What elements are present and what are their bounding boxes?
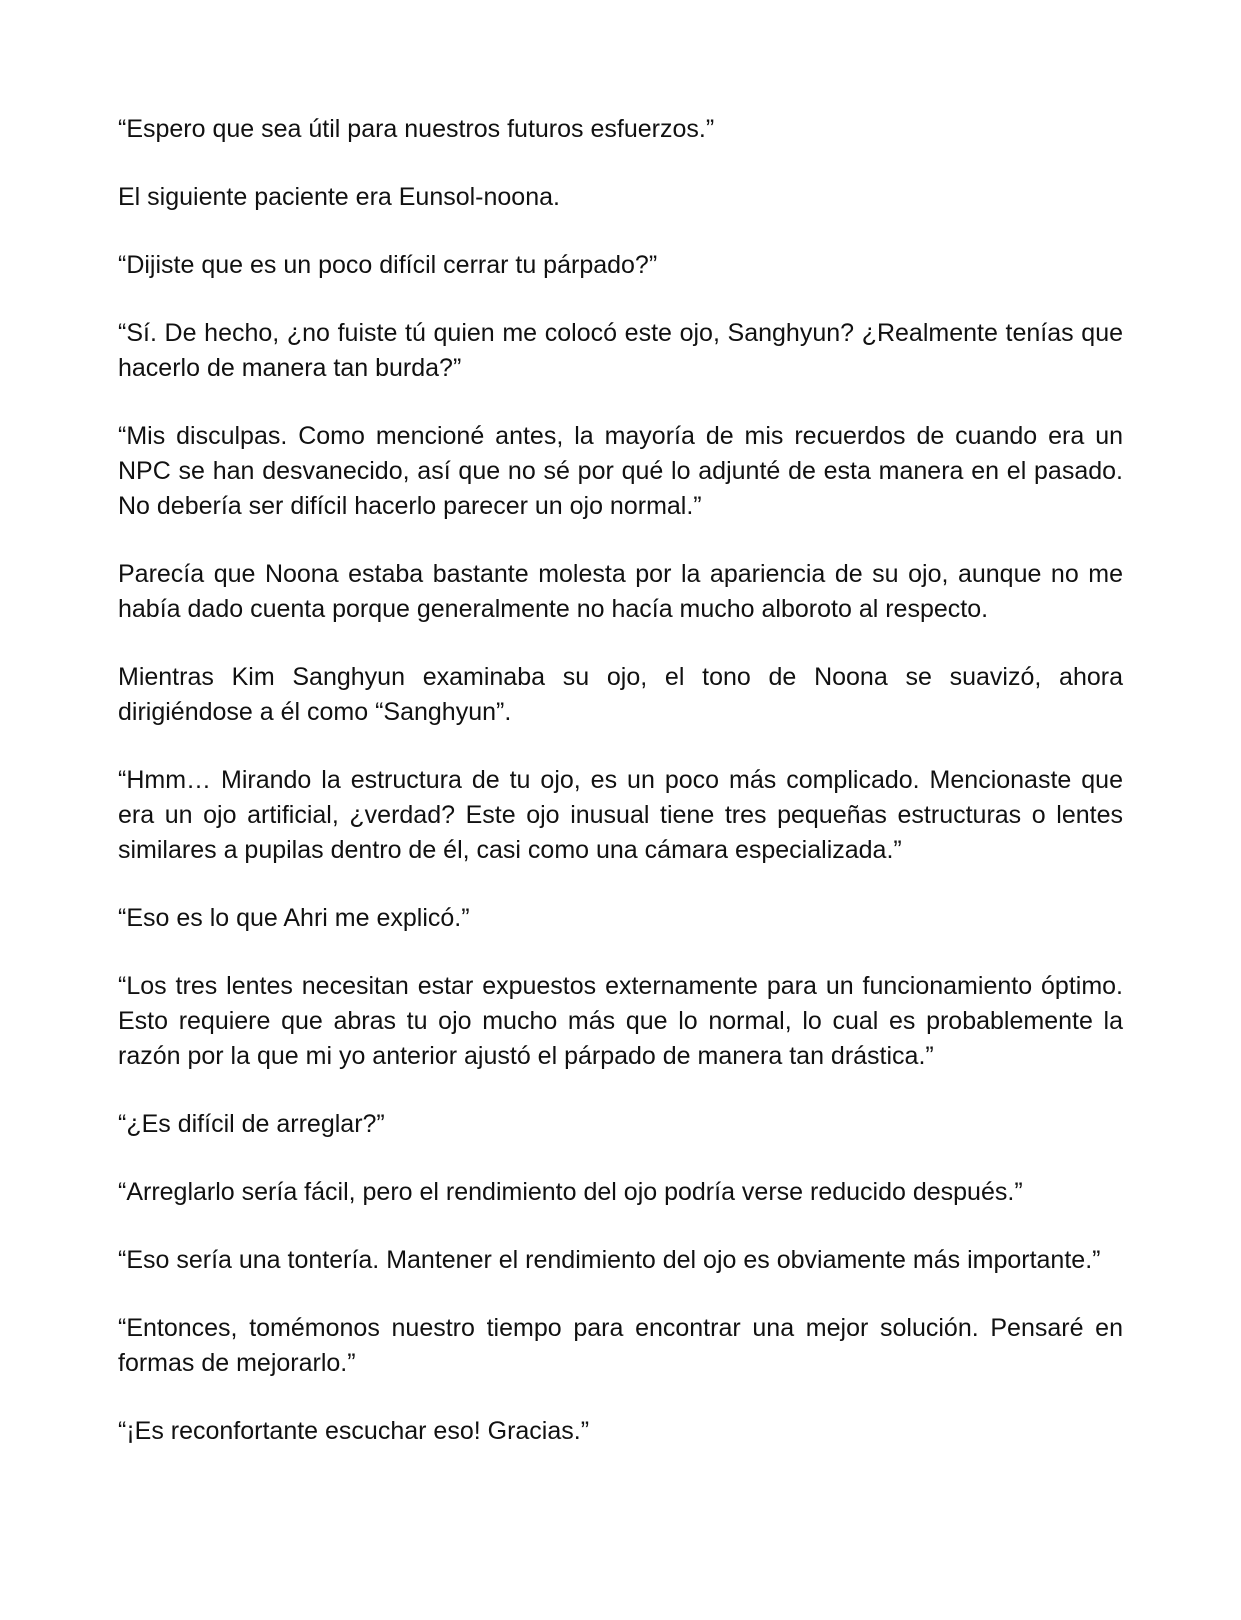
paragraph: “¡Es reconfortante escuchar eso! Gracias.”: [118, 1417, 590, 1445]
paragraph: “Espero que sea útil para nuestros futuros esfuerzos.”: [118, 115, 715, 143]
paragraph: “Dijiste que es un poco difícil cerrar tu párpado?”: [118, 251, 658, 279]
paragraph: “Eso es lo que Ahri me explicó.”: [118, 904, 470, 932]
paragraph: “¿Es difícil de arreglar?”: [118, 1110, 385, 1138]
paragraph: “Hmm… Mirando la estructura de tu ojo, es un poco más complicado. Mencionaste que era un ojo artificial, ¿verdad? Este ojo inusual tiene tres pequeñas estructuras o lentes similares a pupilas dentro de él, casi como una cámara especializada.”: [118, 766, 1123, 864]
paragraph: “Entonces, tomémonos nuestro tiempo para encontrar una mejor solución. Pensaré en formas de mejorarlo.”: [118, 1314, 1123, 1377]
paragraph: “Sí. De hecho, ¿no fuiste tú quien me colocó este ojo, Sanghyun? ¿Realmente tenías que hacerlo de manera tan burda?”: [118, 319, 1123, 382]
paragraph: El siguiente paciente era Eunsol-noona.: [118, 183, 560, 211]
paragraph: “Arreglarlo sería fácil, pero el rendimiento del ojo podría verse reducido después.”: [118, 1178, 1023, 1206]
paragraph: “Eso sería una tontería. Mantener el rendimiento del ojo es obviamente más importante.”: [118, 1246, 1101, 1274]
paragraph: “Mis disculpas. Como mencioné antes, la mayoría de mis recuerdos de cuando era un NPC se han desvanecido, así que no sé por qué lo adjunté de esta manera en el pasado. No debería ser difícil hacerlo parecer un ojo normal.”: [118, 422, 1123, 520]
document-body: [118, 112, 1123, 1482]
paragraph: Parecía que Noona estaba bastante molesta por la apariencia de su ojo, aunque no me había dado cuenta porque generalmente no hacía mucho alboroto al respecto.: [118, 560, 1123, 623]
paragraph: Mientras Kim Sanghyun examinaba su ojo, el tono de Noona se suavizó, ahora dirigiéndose a él como “Sanghyun”.: [118, 663, 1123, 726]
paragraph: “Los tres lentes necesitan estar expuestos externamente para un funcionamiento óptimo. Esto requiere que abras tu ojo mucho más que lo normal, lo cual es probablemente la razón por la que mi yo anterior ajustó el párpado de manera tan drástica.”: [118, 972, 1123, 1070]
